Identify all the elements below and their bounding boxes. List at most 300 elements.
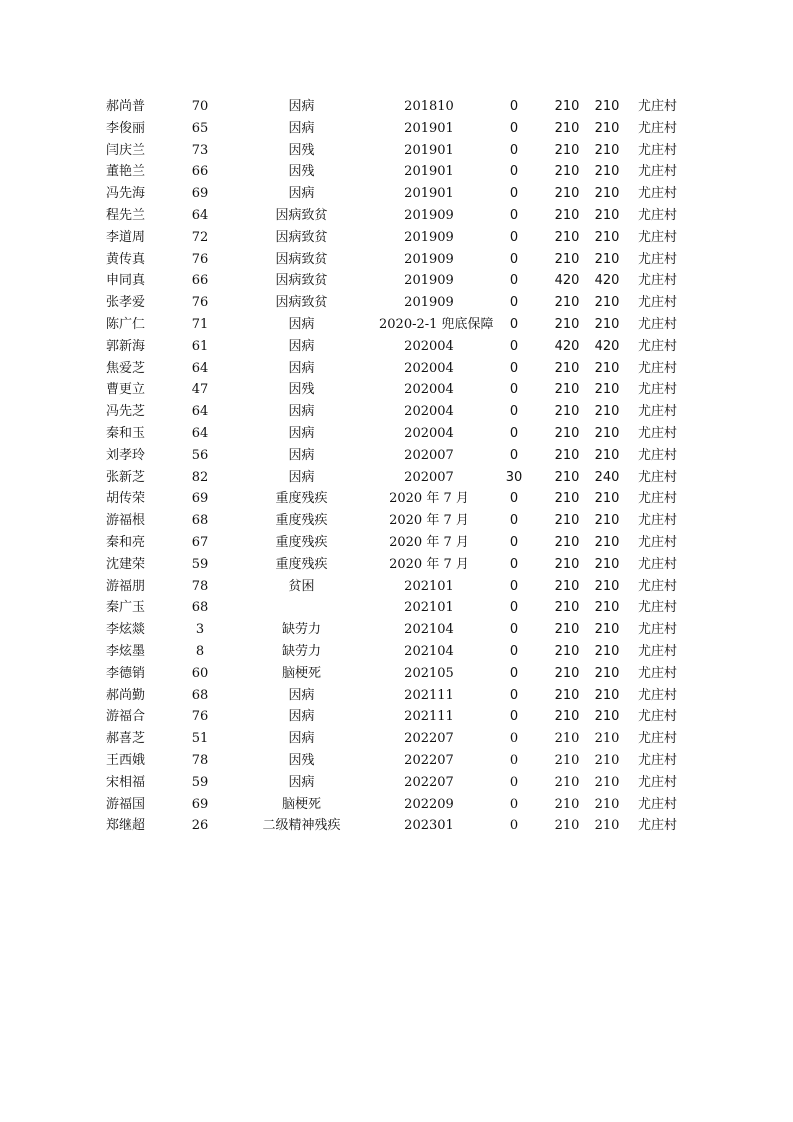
village-cell: 尤庄村 — [637, 251, 677, 267]
start-date-cell: 201909 — [404, 251, 454, 267]
table-row — [106, 249, 686, 271]
base-amount-cell: 210 — [554, 818, 580, 834]
base-amount-cell: 210 — [554, 643, 580, 659]
resident-name-cell: 董艳兰 — [106, 164, 146, 180]
resident-name-cell: 郝尚普 — [106, 99, 146, 114]
reason-cell: 因病 — [288, 316, 315, 332]
total-amount-cell: 210 — [594, 622, 620, 638]
base-amount-cell: 210 — [554, 142, 580, 158]
age-cell: 69 — [191, 796, 209, 812]
base-amount-cell: 210 — [554, 99, 580, 114]
reason-cell: 缺劳力 — [281, 643, 321, 659]
base-amount-cell: 420 — [554, 273, 580, 289]
reason-cell: 因病 — [288, 360, 315, 376]
resident-name-cell: 陈广仁 — [106, 316, 146, 332]
base-amount-cell: 210 — [554, 556, 580, 572]
total-amount-cell: 420 — [594, 273, 620, 289]
table-row — [106, 445, 686, 467]
age-cell: 70 — [191, 99, 209, 114]
reason-cell: 因病 — [288, 99, 315, 114]
resident-name-cell: 曹更立 — [106, 382, 146, 398]
start-date-cell: 201901 — [404, 142, 454, 158]
extra-amount-cell: 0 — [509, 687, 519, 703]
start-date-cell: 202111 — [404, 687, 454, 703]
relief-roster-table — [106, 96, 686, 837]
start-date-cell: 202209 — [404, 796, 454, 812]
age-cell: 3 — [195, 622, 205, 638]
table-row — [106, 750, 686, 772]
table-row — [106, 118, 686, 140]
extra-amount-cell: 0 — [509, 316, 519, 332]
reason-cell: 因病 — [288, 469, 315, 485]
age-cell: 72 — [191, 229, 209, 245]
total-amount-cell: 210 — [594, 207, 620, 223]
base-amount-cell: 210 — [554, 120, 580, 136]
resident-name-cell: 王西娥 — [106, 752, 146, 768]
reason-cell: 因残 — [288, 142, 315, 158]
base-amount-cell: 210 — [554, 796, 580, 812]
start-date-cell: 201909 — [404, 273, 454, 289]
total-amount-cell: 210 — [594, 643, 620, 659]
table-row — [106, 467, 686, 489]
total-amount-cell: 210 — [594, 404, 620, 420]
base-amount-cell: 210 — [554, 164, 580, 180]
total-amount-cell: 210 — [594, 382, 620, 398]
start-date-cell: 202004 — [404, 425, 454, 441]
extra-amount-cell: 0 — [509, 818, 519, 834]
extra-amount-cell: 0 — [509, 142, 519, 158]
village-cell: 尤庄村 — [637, 818, 677, 834]
base-amount-cell: 210 — [554, 752, 580, 768]
total-amount-cell: 210 — [594, 818, 620, 834]
start-date-cell: 202004 — [404, 404, 454, 420]
extra-amount-cell: 0 — [509, 491, 519, 507]
total-amount-cell: 210 — [594, 251, 620, 267]
extra-amount-cell: 0 — [509, 207, 519, 223]
table-row — [106, 96, 686, 118]
start-date-cell: 202104 — [404, 643, 454, 659]
total-amount-cell: 210 — [594, 120, 620, 136]
age-cell: 8 — [195, 643, 205, 659]
extra-amount-cell: 0 — [509, 622, 519, 638]
age-cell: 59 — [191, 774, 209, 790]
resident-name-cell: 李炫墨 — [106, 643, 146, 659]
age-cell: 68 — [191, 687, 209, 703]
base-amount-cell: 210 — [554, 316, 580, 332]
village-cell: 尤庄村 — [637, 491, 677, 507]
extra-amount-cell: 0 — [509, 251, 519, 267]
resident-name-cell: 宋相福 — [106, 774, 146, 790]
start-date-cell: 2020-2-1 兜底保障 — [379, 316, 494, 332]
base-amount-cell: 210 — [554, 665, 580, 681]
village-cell: 尤庄村 — [637, 600, 677, 616]
extra-amount-cell: 0 — [509, 665, 519, 681]
age-cell: 76 — [191, 295, 209, 311]
reason-cell: 因病 — [288, 731, 315, 747]
age-cell: 56 — [191, 447, 209, 463]
start-date-cell: 202104 — [404, 622, 454, 638]
age-cell: 60 — [191, 665, 209, 681]
total-amount-cell: 210 — [594, 796, 620, 812]
resident-name-cell: 申同真 — [106, 273, 146, 289]
base-amount-cell: 210 — [554, 404, 580, 420]
table-row — [106, 161, 686, 183]
age-cell: 47 — [191, 382, 209, 398]
reason-cell: 因病致贫 — [275, 295, 328, 311]
village-cell: 尤庄村 — [637, 752, 677, 768]
resident-name-cell: 胡传荣 — [106, 491, 146, 507]
reason-cell: 因残 — [288, 382, 315, 398]
village-cell: 尤庄村 — [637, 731, 677, 747]
resident-name-cell: 闫庆兰 — [106, 142, 146, 158]
village-cell: 尤庄村 — [637, 774, 677, 790]
extra-amount-cell: 0 — [509, 186, 519, 202]
age-cell: 69 — [191, 491, 209, 507]
base-amount-cell: 210 — [554, 622, 580, 638]
base-amount-cell: 210 — [554, 186, 580, 202]
total-amount-cell: 210 — [594, 142, 620, 158]
table-row — [106, 401, 686, 423]
table-row — [106, 488, 686, 510]
reason-cell: 因残 — [288, 164, 315, 180]
table-row — [106, 358, 686, 380]
base-amount-cell: 210 — [554, 295, 580, 311]
village-cell: 尤庄村 — [637, 99, 677, 114]
village-cell: 尤庄村 — [637, 164, 677, 180]
total-amount-cell: 240 — [594, 469, 620, 485]
resident-name-cell: 游福国 — [106, 796, 146, 812]
resident-name-cell: 郭新海 — [106, 338, 146, 354]
start-date-cell: 202004 — [404, 338, 454, 354]
total-amount-cell: 210 — [594, 600, 620, 616]
base-amount-cell: 210 — [554, 534, 580, 550]
age-cell: 66 — [191, 164, 209, 180]
extra-amount-cell: 0 — [509, 578, 519, 594]
age-cell: 78 — [191, 752, 209, 768]
age-cell: 67 — [191, 534, 209, 550]
village-cell: 尤庄村 — [637, 796, 677, 812]
start-date-cell: 202207 — [404, 774, 454, 790]
age-cell: 64 — [191, 404, 209, 420]
extra-amount-cell: 0 — [509, 731, 519, 747]
reason-cell: 重度残疾 — [275, 534, 328, 550]
reason-cell: 脑梗死 — [281, 665, 321, 681]
village-cell: 尤庄村 — [637, 404, 677, 420]
extra-amount-cell: 0 — [509, 338, 519, 354]
resident-name-cell: 李德销 — [106, 665, 146, 681]
start-date-cell: 201810 — [404, 99, 454, 114]
total-amount-cell: 210 — [594, 709, 620, 725]
extra-amount-cell: 0 — [509, 382, 519, 398]
resident-name-cell: 郝喜芝 — [106, 731, 146, 747]
village-cell: 尤庄村 — [637, 382, 677, 398]
resident-name-cell: 李道周 — [106, 229, 146, 245]
table-row — [106, 140, 686, 162]
base-amount-cell: 210 — [554, 360, 580, 376]
resident-name-cell: 刘孝玲 — [106, 447, 146, 463]
reason-cell: 因病 — [288, 404, 315, 420]
reason-cell: 因病 — [288, 447, 315, 463]
total-amount-cell: 210 — [594, 360, 620, 376]
reason-cell: 因病致贫 — [275, 229, 328, 245]
table-row — [106, 336, 686, 358]
village-cell: 尤庄村 — [637, 360, 677, 376]
extra-amount-cell: 0 — [509, 295, 519, 311]
total-amount-cell: 210 — [594, 752, 620, 768]
extra-amount-cell: 30 — [505, 469, 523, 485]
extra-amount-cell: 0 — [509, 534, 519, 550]
total-amount-cell: 210 — [594, 513, 620, 529]
total-amount-cell: 210 — [594, 731, 620, 747]
age-cell: 59 — [191, 556, 209, 572]
table-row — [106, 706, 686, 728]
reason-cell: 因病 — [288, 425, 315, 441]
village-cell: 尤庄村 — [637, 643, 677, 659]
extra-amount-cell: 0 — [509, 643, 519, 659]
start-date-cell: 201901 — [404, 164, 454, 180]
extra-amount-cell: 0 — [509, 709, 519, 725]
village-cell: 尤庄村 — [637, 622, 677, 638]
table-row — [106, 205, 686, 227]
resident-name-cell: 张孝爱 — [106, 295, 146, 311]
village-cell: 尤庄村 — [637, 687, 677, 703]
reason-cell: 因病 — [288, 338, 315, 354]
resident-name-cell: 游福合 — [106, 709, 146, 725]
total-amount-cell: 210 — [594, 186, 620, 202]
village-cell: 尤庄村 — [637, 229, 677, 245]
village-cell: 尤庄村 — [637, 578, 677, 594]
age-cell: 68 — [191, 513, 209, 529]
resident-name-cell: 郑继超 — [106, 818, 146, 834]
table-row — [106, 663, 686, 685]
table-row — [106, 379, 686, 401]
base-amount-cell: 420 — [554, 338, 580, 354]
extra-amount-cell: 0 — [509, 796, 519, 812]
table-row — [106, 728, 686, 750]
reason-cell: 缺劳力 — [281, 622, 321, 638]
start-date-cell: 202301 — [404, 818, 454, 834]
reason-cell: 重度残疾 — [275, 491, 328, 507]
reason-cell: 因病 — [288, 186, 315, 202]
start-date-cell: 2020 年 7 月 — [389, 513, 469, 529]
resident-name-cell: 秦和玉 — [106, 425, 146, 441]
resident-name-cell: 冯先海 — [106, 186, 146, 202]
total-amount-cell: 210 — [594, 578, 620, 594]
age-cell: 61 — [191, 338, 209, 354]
table-row — [106, 794, 686, 816]
start-date-cell: 202101 — [404, 578, 454, 594]
village-cell: 尤庄村 — [637, 142, 677, 158]
start-date-cell: 202105 — [404, 665, 454, 681]
table-row — [106, 532, 686, 554]
start-date-cell: 202111 — [404, 709, 454, 725]
table-row — [106, 815, 686, 837]
base-amount-cell: 210 — [554, 578, 580, 594]
extra-amount-cell: 0 — [509, 774, 519, 790]
total-amount-cell: 210 — [594, 534, 620, 550]
village-cell: 尤庄村 — [637, 556, 677, 572]
base-amount-cell: 210 — [554, 774, 580, 790]
age-cell: 71 — [191, 316, 209, 332]
base-amount-cell: 210 — [554, 447, 580, 463]
table-row — [106, 554, 686, 576]
total-amount-cell: 210 — [594, 687, 620, 703]
resident-name-cell: 冯先芝 — [106, 404, 146, 420]
age-cell: 66 — [191, 273, 209, 289]
extra-amount-cell: 0 — [509, 425, 519, 441]
start-date-cell: 2020 年 7 月 — [389, 491, 469, 507]
base-amount-cell: 210 — [554, 687, 580, 703]
resident-name-cell: 张新芝 — [106, 469, 146, 485]
age-cell: 69 — [191, 186, 209, 202]
reason-cell — [224, 597, 379, 619]
resident-name-cell: 李俊丽 — [106, 120, 146, 136]
start-date-cell: 201901 — [404, 120, 454, 136]
age-cell: 51 — [191, 731, 209, 747]
start-date-cell: 202101 — [404, 600, 454, 616]
start-date-cell: 202007 — [404, 447, 454, 463]
age-cell: 76 — [191, 709, 209, 725]
start-date-cell: 201901 — [404, 186, 454, 202]
reason-cell: 二级精神残疾 — [262, 818, 341, 834]
village-cell: 尤庄村 — [637, 273, 677, 289]
reason-cell: 贫困 — [288, 578, 315, 594]
extra-amount-cell: 0 — [509, 273, 519, 289]
age-cell: 76 — [191, 251, 209, 267]
table-row — [106, 510, 686, 532]
reason-cell: 重度残疾 — [275, 513, 328, 529]
base-amount-cell: 210 — [554, 251, 580, 267]
village-cell: 尤庄村 — [637, 295, 677, 311]
reason-cell: 因残 — [288, 752, 315, 768]
table-row — [106, 597, 686, 619]
extra-amount-cell: 0 — [509, 404, 519, 420]
start-date-cell: 201909 — [404, 229, 454, 245]
reason-cell: 脑梗死 — [281, 796, 321, 812]
age-cell: 26 — [191, 818, 209, 834]
age-cell: 64 — [191, 207, 209, 223]
total-amount-cell: 210 — [594, 295, 620, 311]
resident-name-cell: 秦和亮 — [106, 534, 146, 550]
start-date-cell: 202007 — [404, 469, 454, 485]
reason-cell: 因病致贫 — [275, 251, 328, 267]
start-date-cell: 202207 — [404, 752, 454, 768]
village-cell: 尤庄村 — [637, 207, 677, 223]
age-cell: 64 — [191, 360, 209, 376]
village-cell: 尤庄村 — [637, 709, 677, 725]
extra-amount-cell: 0 — [509, 99, 519, 114]
total-amount-cell: 210 — [594, 425, 620, 441]
table-row — [106, 576, 686, 598]
village-cell: 尤庄村 — [637, 425, 677, 441]
village-cell: 尤庄村 — [637, 316, 677, 332]
table-row — [106, 772, 686, 794]
table-row — [106, 685, 686, 707]
reason-cell: 重度残疾 — [275, 556, 328, 572]
table-row — [106, 314, 686, 336]
total-amount-cell: 210 — [594, 491, 620, 507]
base-amount-cell: 210 — [554, 600, 580, 616]
resident-name-cell: 沈建荣 — [106, 556, 146, 572]
total-amount-cell: 420 — [594, 338, 620, 354]
table-row — [106, 227, 686, 249]
reason-cell: 因病 — [288, 709, 315, 725]
table-row — [106, 423, 686, 445]
total-amount-cell: 210 — [594, 229, 620, 245]
resident-name-cell: 游福根 — [106, 513, 146, 529]
village-cell: 尤庄村 — [637, 186, 677, 202]
base-amount-cell: 210 — [554, 207, 580, 223]
base-amount-cell: 210 — [554, 382, 580, 398]
age-cell: 65 — [191, 120, 209, 136]
base-amount-cell: 210 — [554, 731, 580, 747]
resident-name-cell: 焦爱芝 — [106, 360, 146, 376]
village-cell: 尤庄村 — [637, 469, 677, 485]
village-cell: 尤庄村 — [637, 338, 677, 354]
extra-amount-cell: 0 — [509, 556, 519, 572]
reason-cell: 因病 — [288, 687, 315, 703]
village-cell: 尤庄村 — [637, 120, 677, 136]
resident-name-cell: 郝尚勤 — [106, 687, 146, 703]
village-cell: 尤庄村 — [637, 665, 677, 681]
start-date-cell: 201909 — [404, 207, 454, 223]
total-amount-cell: 210 — [594, 556, 620, 572]
age-cell: 78 — [191, 578, 209, 594]
start-date-cell: 201909 — [404, 295, 454, 311]
extra-amount-cell: 0 — [509, 360, 519, 376]
extra-amount-cell: 0 — [509, 120, 519, 136]
base-amount-cell: 210 — [554, 425, 580, 441]
age-cell: 82 — [191, 469, 209, 485]
total-amount-cell: 210 — [594, 447, 620, 463]
resident-name-cell: 游福朋 — [106, 578, 146, 594]
village-cell: 尤庄村 — [637, 447, 677, 463]
base-amount-cell: 210 — [554, 491, 580, 507]
extra-amount-cell: 0 — [509, 513, 519, 529]
start-date-cell: 202207 — [404, 731, 454, 747]
resident-name-cell: 李炫燚 — [106, 622, 146, 638]
reason-cell: 因病 — [288, 774, 315, 790]
resident-name-cell: 秦广玉 — [106, 600, 146, 616]
table-row — [106, 183, 686, 205]
total-amount-cell: 210 — [594, 164, 620, 180]
start-date-cell: 202004 — [404, 360, 454, 376]
total-amount-cell: 210 — [594, 665, 620, 681]
relief-roster-body — [106, 96, 686, 837]
extra-amount-cell: 0 — [509, 164, 519, 180]
resident-name-cell: 黄传真 — [106, 251, 146, 267]
extra-amount-cell: 0 — [509, 752, 519, 768]
extra-amount-cell: 0 — [509, 447, 519, 463]
base-amount-cell: 210 — [554, 469, 580, 485]
total-amount-cell: 210 — [594, 316, 620, 332]
reason-cell: 因病致贫 — [275, 273, 328, 289]
age-cell: 64 — [191, 425, 209, 441]
reason-cell: 因病致贫 — [275, 207, 328, 223]
village-cell: 尤庄村 — [637, 534, 677, 550]
total-amount-cell: 210 — [594, 774, 620, 790]
base-amount-cell: 210 — [554, 709, 580, 725]
resident-name-cell: 程先兰 — [106, 207, 146, 223]
start-date-cell: 2020 年 7 月 — [389, 534, 469, 550]
start-date-cell: 2020 年 7 月 — [389, 556, 469, 572]
table-row — [106, 270, 686, 292]
total-amount-cell: 210 — [594, 99, 620, 114]
age-cell: 73 — [191, 142, 209, 158]
table-row — [106, 641, 686, 663]
base-amount-cell: 210 — [554, 513, 580, 529]
table-row — [106, 292, 686, 314]
